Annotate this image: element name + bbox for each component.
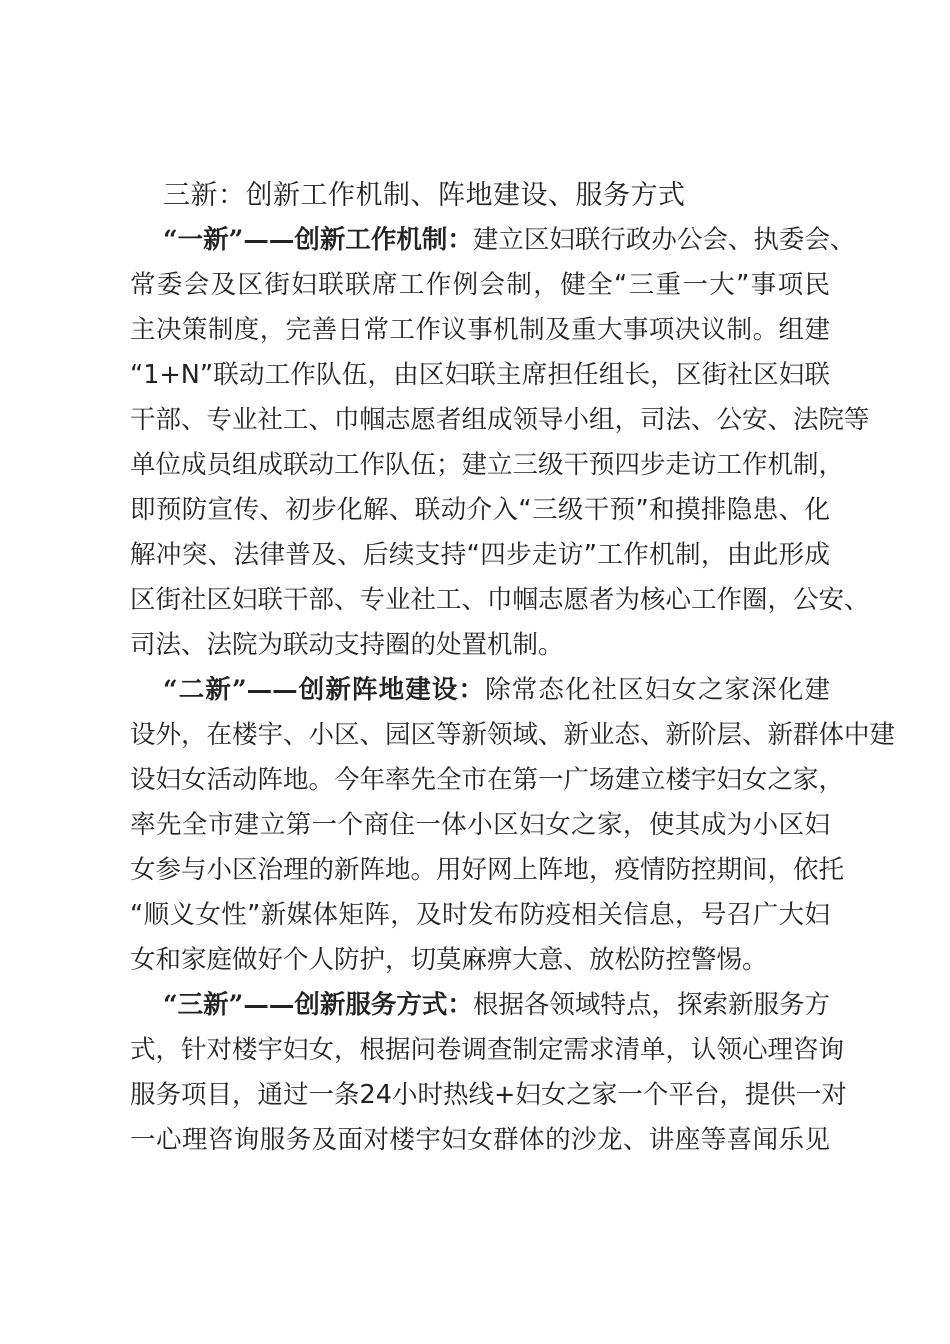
paragraph-line: 率先全市建立第一个商住一体小区妇女之家，使其成为小区妇 (130, 810, 830, 840)
paragraph-line (163, 983, 830, 1027)
section-label: “二新”——创新阵地建设： (163, 675, 486, 705)
paragraph-line: 主决策制度，完善日常工作议事机制及重大事项决议制。组建 (130, 315, 830, 345)
paragraph-line: 单位成员组成联动工作队伍；建立三级干预四步走访工作机制， (130, 450, 845, 480)
section-label: “三新”——创新服务方式： (163, 990, 473, 1020)
paragraph-line (163, 668, 830, 712)
paragraph-line: 式，针对楼宇妇女，根据问卷调查制定需求清单，认领心理咨询 (130, 1035, 845, 1065)
paragraph-line: 一心理咨询服务及面对楼宇妇女群体的沙龙、讲座等喜闻乐见 (130, 1125, 830, 1155)
paragraph-line: 解冲突、法律普及、后续支持“四步走访”工作机制，由此形成 (130, 540, 830, 570)
paragraph-line: 即预防宣传、初步化解、联动介入“三级干预”和摸排隐患、化 (130, 495, 830, 525)
line-text: 除常态化社区妇女之家深化建 (485, 675, 830, 705)
section-label: “一新”——创新工作机制： (163, 225, 473, 255)
paragraph-line: 干部、专业社工、巾帼志愿者组成领导小组，司法、公安、法院等 (130, 405, 870, 435)
paragraph-line: 设妇女活动阵地。今年率先全市在第一广场建立楼宇妇女之家， (130, 765, 845, 795)
section-heading: 三新：创新工作机制、阵地建设、服务方式 (163, 180, 686, 211)
paragraph-line: “顺义女性”新媒体矩阵，及时发布防疫相关信息，号召广大妇 (130, 900, 830, 930)
paragraph-line: 服务项目，通过一条24小时热线+妇女之家一个平台，提供一对 (130, 1080, 847, 1110)
paragraph-line: 女和家庭做好个人防护，切莫麻痹大意、放松防控警惕。 (130, 945, 768, 975)
paragraph-line: 设外，在楼宇、小区、园区等新领域、新业态、新阶层、新群体中建 (130, 720, 896, 750)
line-text: 建立区妇联行政办公会、执委会、 (472, 225, 856, 255)
paragraph-line: 区街社区妇联干部、专业社工、巾帼志愿者为核心工作圈，公安、 (130, 585, 870, 615)
line-text: 根据各领域特点，探索新服务方 (472, 990, 830, 1020)
paragraph-line: 常委会及区街妇联联席工作例会制，健全“三重一大”事项民 (130, 270, 830, 300)
paragraph-line: 女参与小区治理的新阵地。用好网上阵地，疫情防控期间，依托 (130, 855, 845, 885)
paragraph-line: 司法、法院为联动支持圈的处置机制。 (130, 630, 564, 660)
paragraph-line (163, 218, 856, 262)
paragraph-line: “1+N”联动工作队伍，由区妇联主席担任组长，区街社区妇联 (130, 360, 830, 390)
